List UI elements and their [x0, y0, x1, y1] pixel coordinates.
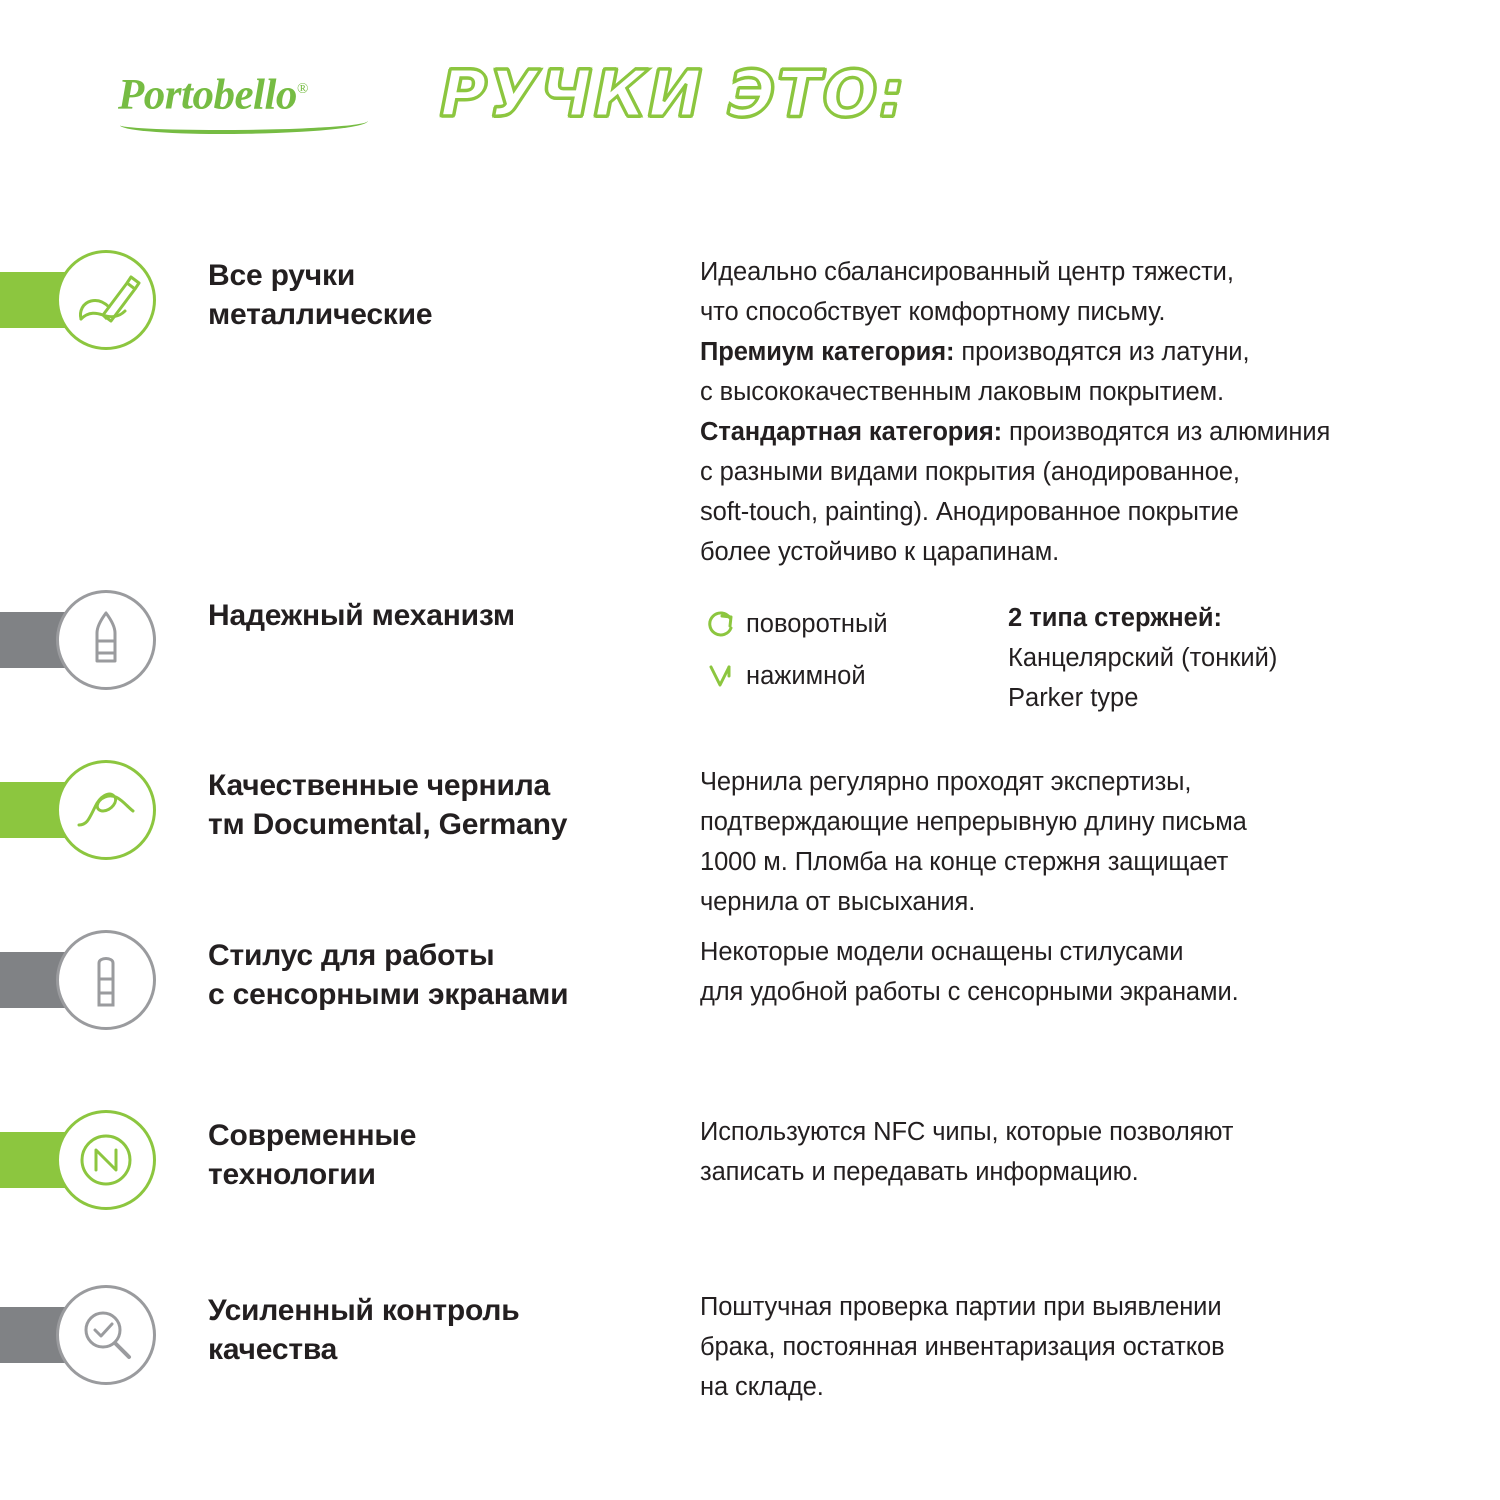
feature-title: Усиленный контроль качества	[208, 1294, 520, 1366]
refill-item: Parker type	[1008, 684, 1139, 712]
page-title: РУЧКИ ЭТО:	[440, 58, 907, 132]
press-down-icon	[700, 656, 740, 696]
refill-heading: 2 типа стержней:	[1008, 604, 1223, 632]
mechanism-label: нажимной	[746, 662, 866, 690]
magnifier-check-icon	[56, 1285, 156, 1385]
mechanism-item-click	[700, 650, 1000, 702]
refill-types	[1008, 598, 1468, 718]
feature-badge	[0, 1110, 186, 1210]
mechanism-item-rotary	[700, 598, 1000, 650]
feature-body: Поштучная проверка партии при выявлении брака, постоянная инвентаризация остатков на складе.	[700, 1293, 1225, 1401]
feature-title: Все ручки металлические	[208, 259, 433, 331]
pen-tip-icon	[56, 590, 156, 690]
feature-body: Чернила регулярно проходят экспертизы, подтверждающие непрерывную длину письма 1000 м. Пломба на конце стержня защищает чернила от высыхания.	[700, 768, 1247, 916]
feature-badge	[0, 760, 186, 860]
refill-item: Канцелярский (тонкий)	[1008, 644, 1278, 672]
feature-badge	[0, 1285, 186, 1385]
mechanism-list	[700, 598, 1000, 702]
stylus-icon	[56, 930, 156, 1030]
feature-title: Современные технологии	[208, 1119, 417, 1191]
feature-title: Надежный механизм	[208, 599, 515, 632]
nfc-icon	[56, 1110, 156, 1210]
feature-body: Некоторые модели оснащены стилусами для удобной работы с сенсорными экранами.	[700, 938, 1239, 1006]
feature-body: Идеально сбалансированный центр тяжести, что способствует комфортному письму. Премиум категория: производятся из латуни, с высококачественным лаковым покрытием. Стандартная категория: производятся из алюминия с разными видами покрытия (анодированное, soft-touch, painting). Анодированное покрытие более устойчиво к царапинам.	[700, 258, 1331, 566]
page-header	[0, 52, 1500, 162]
feature-body: Используются NFC чипы, которые позволяют записать и передавать информацию.	[700, 1118, 1234, 1186]
hand-writing-pen-icon	[56, 250, 156, 350]
feature-title: Стилус для работы с сенсорными экранами	[208, 939, 569, 1011]
ink-scribble-icon	[56, 760, 156, 860]
logo-swoosh-icon	[120, 112, 368, 134]
feature-badge	[0, 250, 186, 350]
feature-badge	[0, 590, 186, 690]
registered-mark: ®	[296, 81, 308, 97]
feature-badge	[0, 930, 186, 1030]
logo-wordmark-text: Portobello	[118, 71, 297, 119]
mechanism-label: поворотный	[746, 610, 888, 638]
rotate-icon	[700, 604, 740, 644]
portobello-logo	[118, 64, 388, 144]
feature-title: Качественные чернила тм Documental, Germany	[208, 769, 568, 841]
